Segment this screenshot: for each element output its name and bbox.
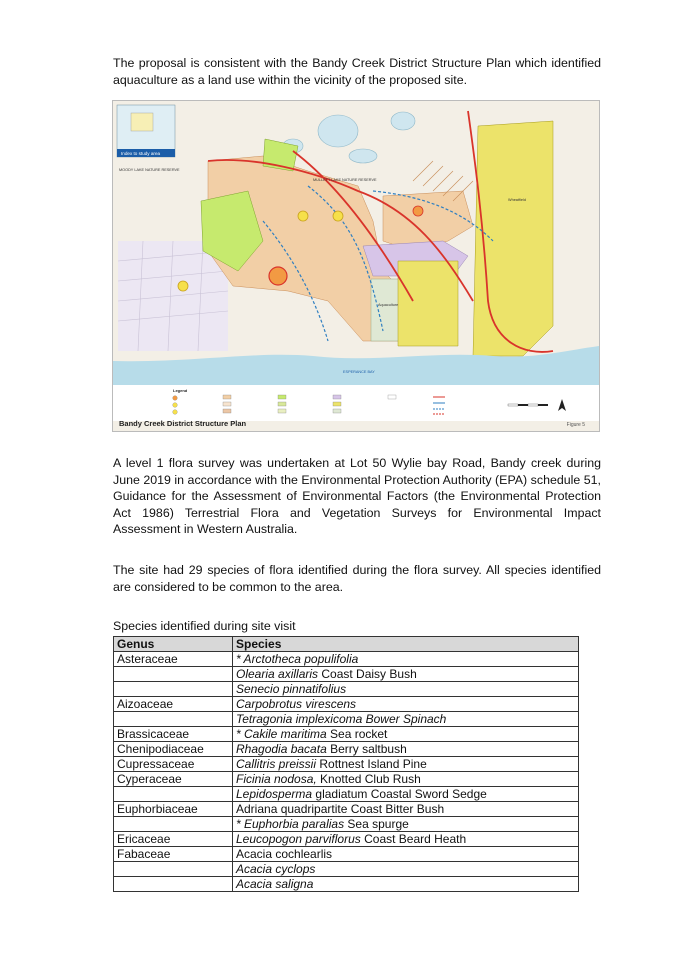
mullet-lake-label: MULLETT LAKE NATURE RESERVE [313,178,377,182]
scientific-name: Lepidosperma [236,787,313,801]
species-cell [233,712,579,727]
scientific-name: Leucopogon parviflorus [236,832,361,846]
species-cell [233,667,579,682]
common-name: Coast Beard Heath [360,832,467,846]
species-cell [233,817,579,832]
table-row [114,682,579,697]
species-cell [233,757,579,772]
genus-cell [114,787,233,802]
genus-cell [114,712,233,727]
table-row [114,742,579,757]
species-cell [233,727,579,742]
common-name: Adriana quadripartite Coast Bitter Bush [236,802,445,816]
species-cell [233,802,579,817]
genus-cell [114,862,233,877]
scientific-name: Acacia cyclops [236,862,316,876]
moody-lake-label: MOODY LAKE NATURE RESERVE [119,168,180,172]
table-row [114,832,579,847]
scientific-name: Tetragonia implexicoma Bower Spinach [236,712,447,726]
table-row [114,667,579,682]
scientific-name: Olearia axillaris [236,667,319,681]
genus-cell [114,667,233,682]
table-row [114,847,579,862]
table-row [114,757,579,772]
scientific-name: Senecio pinnatifolius [236,682,347,696]
common-name: Acacia cochlearlis [236,847,333,861]
genus-cell [114,877,233,892]
table-row [114,772,579,787]
structure-plan-figure [112,100,600,432]
scientific-name: Callitris preissii [236,757,317,771]
genus-header: Genus [114,637,233,652]
common-name: Berry saltbush [326,742,407,756]
table-row [114,727,579,742]
genus-cell: Cupressaceae [114,757,233,772]
species-cell [233,847,579,862]
legend-title: Legend [173,388,188,393]
aquaculture-label: Aquaculture [378,303,399,307]
genus-cell: Fabaceae [114,847,233,862]
structure-plan-map [113,101,599,431]
scientific-name: Ficinia nodosa, [236,772,317,786]
species-count-paragraph: The site had 29 species of flora identified during the flora survey. All species identified are considered to be common to the area. [113,563,601,594]
species-cell [233,652,579,667]
index-label: Index to study area [121,151,161,156]
species-cell [233,772,579,787]
common-name: gladiatum Coastal Sword Sedge [312,787,487,801]
scientific-name: * Euphorbia paralias [236,817,345,831]
species-cell [233,787,579,802]
genus-cell: Ericaceae [114,832,233,847]
common-name: Coast Daisy Bush [318,667,417,681]
table-row [114,652,579,667]
common-name: Rottnest Island Pine [316,757,427,771]
genus-cell: Euphorbiaceae [114,802,233,817]
genus-cell [114,817,233,832]
species-cell [233,862,579,877]
scientific-name: * Cakile maritima [236,727,327,741]
genus-cell: Asteraceae [114,652,233,667]
table-row [114,697,579,712]
genus-cell: Cyperaceae [114,772,233,787]
common-name: Knotted Club Rush [316,772,421,786]
species-cell [233,697,579,712]
table-header-row [114,637,579,652]
wheatfield-label: Wheatfield [508,198,526,202]
scientific-name: Acacia saligna [236,877,314,891]
genus-cell: Brassicaceae [114,727,233,742]
table-caption: Species identified during site visit [113,619,296,633]
scientific-name: Carpobrotus virescens [236,697,357,711]
common-name: Sea spurge [344,817,409,831]
table-row [114,712,579,727]
genus-cell: Aizoaceae [114,697,233,712]
species-cell [233,877,579,892]
table-row [114,787,579,802]
flora-survey-paragraph: A level 1 flora survey was undertaken at Lot 50 Wylie bay Road, Bandy creek during June 2019 in accordance with the Environmental Protection Authority (EPA) schedule 51, Guidance for the Assessment of Environmental Factors (the Environmental Protection Act 1986) Terrestrial Flora and Vegetation Surveys for Environmental Impact Assessment in Western Australia. [113,456,601,536]
species-cell [233,742,579,757]
figure-caption: Bandy Creek District Structure Plan [119,419,247,428]
table-row [114,877,579,892]
species-header: Species [233,637,579,652]
species-cell [233,682,579,697]
table-row [114,817,579,832]
genus-cell: Chenipodiaceae [114,742,233,757]
figure-number: Figure 5 [566,422,585,428]
ocean-label: ESPERANCE BAY [343,370,375,374]
species-cell [233,832,579,847]
scientific-name: Rhagodia bacata [236,742,327,756]
genus-cell [114,682,233,697]
intro-paragraph: The proposal is consistent with the Bandy Creek District Structure Plan which identified aquaculture as a land use within the vicinity of the proposed site. [113,56,601,87]
common-name: Sea rocket [326,727,388,741]
table-row [114,802,579,817]
species-table [113,636,579,892]
scientific-name: * Arctotheca populifolia [236,652,359,666]
table-row [114,862,579,877]
